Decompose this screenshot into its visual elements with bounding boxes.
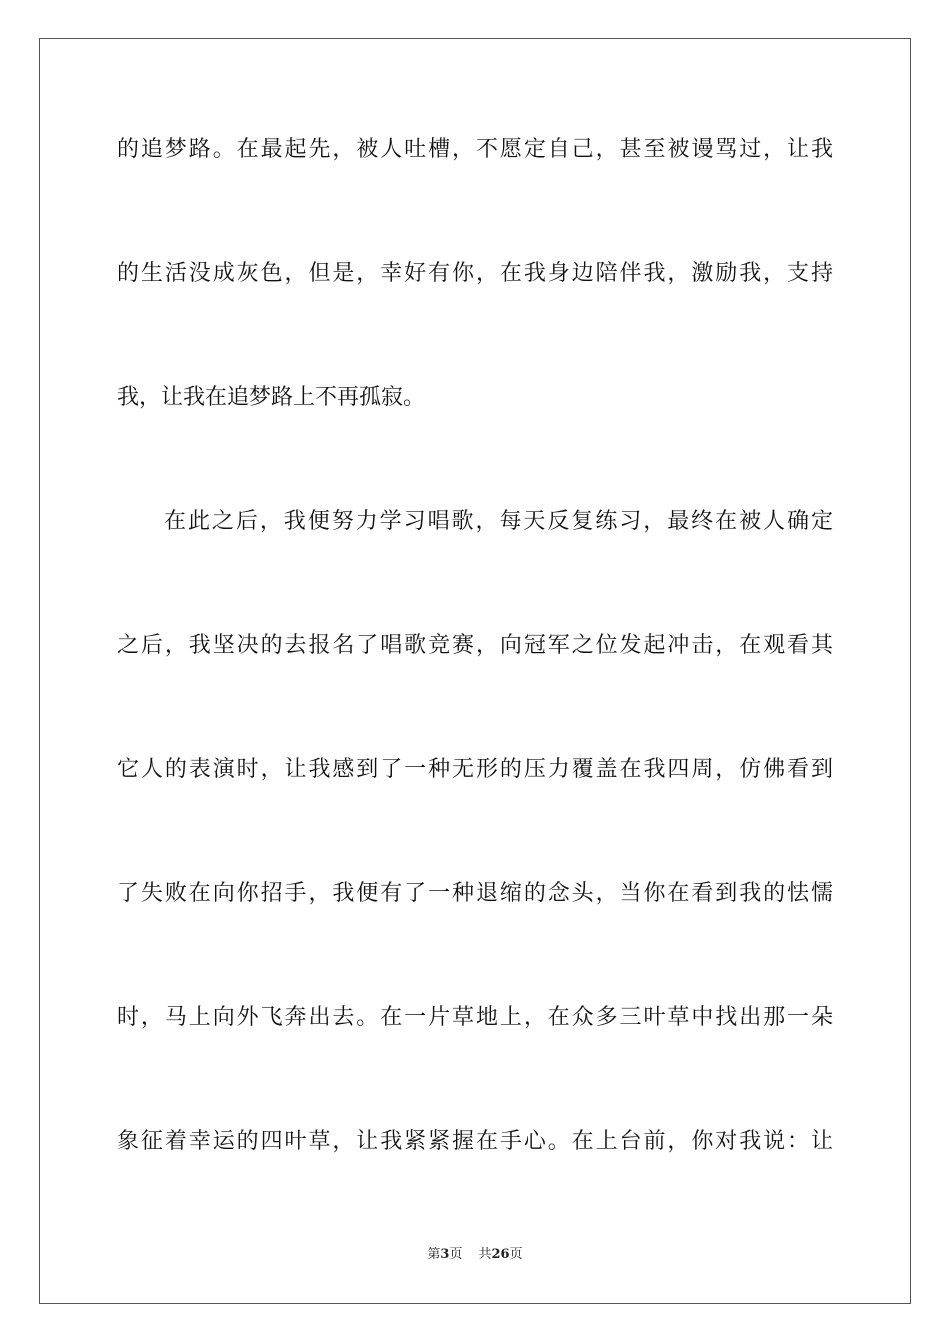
current-page-number: 3 <box>440 1247 450 1262</box>
text-line-4: 在此之后，我便努力学习唱歌，每天反复练习，最终在被人确定 <box>164 509 833 534</box>
text-line-8: 时，马上向外飞奔出去。在一片草地上，在众多三叶草中找出那一朵 <box>117 1005 833 1030</box>
text-line-5: 之后，我坚决的去报名了唱歌竞赛，向冠军之位发起冲击，在观看其 <box>117 633 833 658</box>
page-footer <box>0 1246 950 1264</box>
total-suffix: 页 <box>509 1247 523 1262</box>
page-prefix: 第 <box>427 1247 441 1262</box>
total-prefix: 共 <box>478 1247 492 1262</box>
page-border <box>39 38 911 1304</box>
page-suffix: 页 <box>449 1247 463 1262</box>
total-page-count: 26 <box>491 1247 510 1262</box>
text-line-7: 了失败在向你招手，我便有了一种退缩的念头，当你在看到我的怯懦 <box>117 881 833 906</box>
text-line-6: 它人的表演时，让我感到了一种无形的压力覆盖在我四周，仿佛看到 <box>117 757 833 782</box>
text-line-1: 的追梦路。在最起先，被人吐槽，不愿定自己，甚至被谩骂过，让我 <box>117 137 833 162</box>
text-line-9: 象征着幸运的四叶草，让我紧紧握在手心。在上台前，你对我说：让 <box>117 1129 833 1154</box>
text-line-2: 的生活没成灰色，但是，幸好有你，在我身边陪伴我，激励我，支持 <box>117 261 833 286</box>
text-line-3: 我，让我在追梦路上不再孤寂。 <box>117 385 426 410</box>
